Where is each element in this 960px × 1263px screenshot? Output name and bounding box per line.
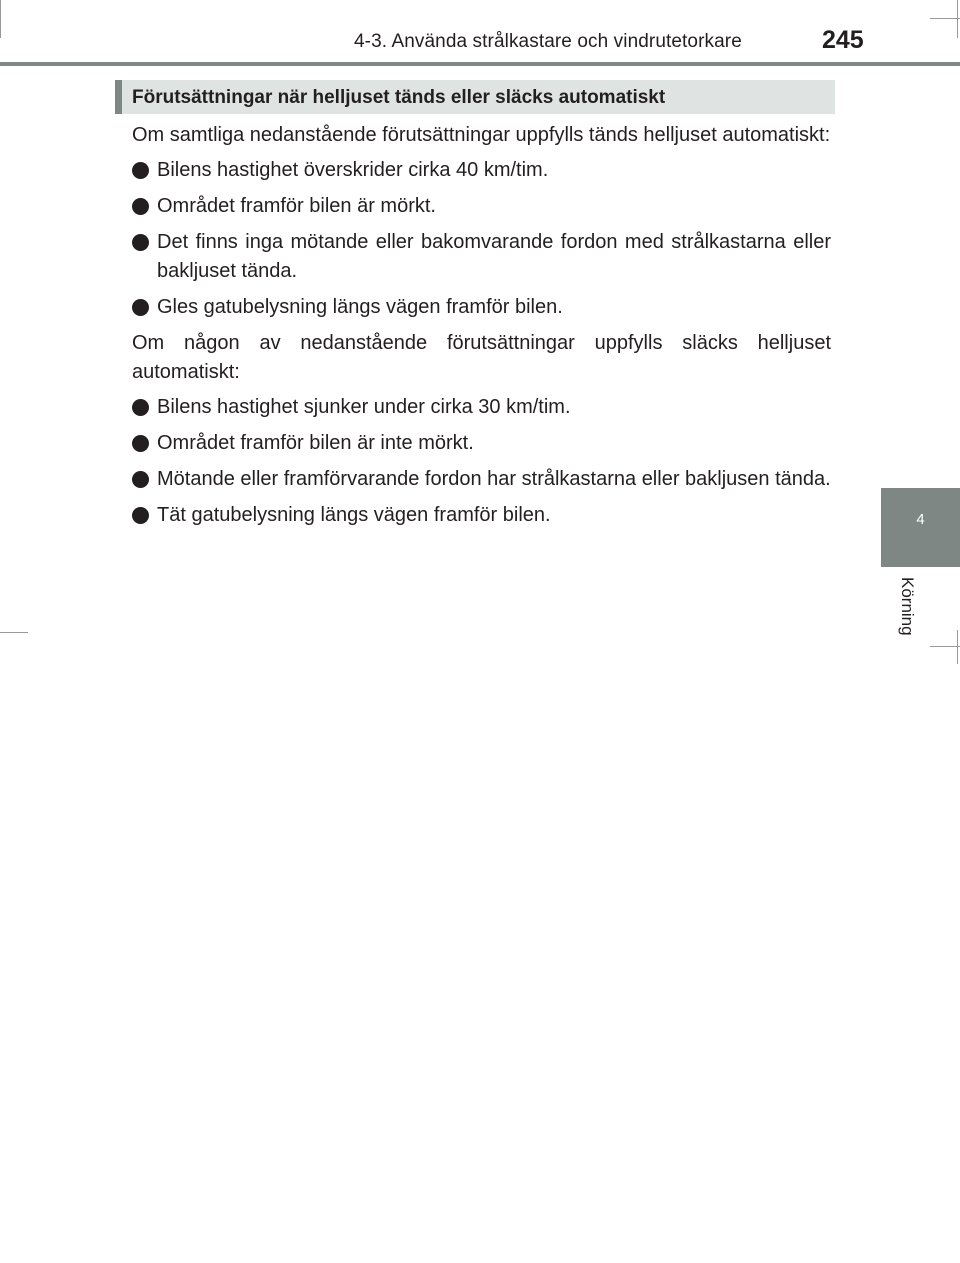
crop-mark-top-left: [0, 0, 1, 38]
section-heading-accent: [115, 80, 122, 114]
chapter-title: 4-3. Använda strålkastare och vindrutetorkare: [354, 31, 742, 52]
list-item-text: Området framför bilen är inte mörkt.: [157, 432, 474, 454]
list-item-text: Gles gatubelysning längs vägen framför bilen.: [157, 296, 563, 318]
intro-on-paragraph: Om samtliga nedanstående förutsättningar uppfylls tänds helljuset automatiskt:: [132, 124, 831, 146]
list-item: [132, 293, 831, 322]
list-item: [132, 393, 831, 422]
crop-mark-mid-left: [0, 632, 28, 633]
crop-mark-top-right-v: [957, 0, 958, 38]
list-item: [132, 228, 831, 286]
intro-off-paragraph: Om någon av nedanstående förutsättningar uppfylls släcks helljuset automatiskt:: [132, 332, 831, 383]
bullet-icon: [132, 507, 149, 524]
bullet-icon: [132, 471, 149, 488]
list-item-text: Mötande eller framförvarande fordon har strålkastarna eller bakljusen tända.: [157, 468, 831, 490]
bullet-icon: [132, 299, 149, 316]
list-item-text: Bilens hastighet överskrider cirka 40 km/tim.: [157, 159, 549, 181]
list-item: [132, 429, 831, 458]
bullet-icon: [132, 435, 149, 452]
crop-mark-mid-right-v: [957, 630, 958, 664]
bullet-icon: [132, 198, 149, 215]
chapter-tab-label: Körning: [898, 577, 917, 636]
list-item-text: Bilens hastighet sjunker under cirka 30 km/tim.: [157, 396, 571, 418]
section-heading: Förutsättningar när helljuset tänds eller släcks automatiskt: [132, 87, 666, 108]
list-item-text: Tät gatubelysning längs vägen framför bilen.: [157, 504, 551, 526]
crop-mark-mid-right-h: [930, 646, 960, 647]
page-number: 245: [822, 26, 864, 54]
list-item-text: Det finns inga mötande eller bakomvarande fordon med strålkastarna eller bakljuset tända.: [157, 231, 831, 282]
header-rule: [0, 62, 960, 66]
body-content: [132, 121, 831, 537]
list-item: [132, 192, 831, 221]
list-item-text: Området framför bilen är mörkt.: [157, 195, 436, 217]
list-item: [132, 465, 831, 494]
crop-mark-top-right-h: [930, 18, 960, 19]
bullet-icon: [132, 234, 149, 251]
bullet-icon: [132, 162, 149, 179]
bullet-icon: [132, 399, 149, 416]
section-heading-bar: [115, 80, 835, 114]
list-item: [132, 501, 831, 530]
chapter-tab-number: 4: [916, 511, 925, 528]
list-item: [132, 156, 831, 185]
